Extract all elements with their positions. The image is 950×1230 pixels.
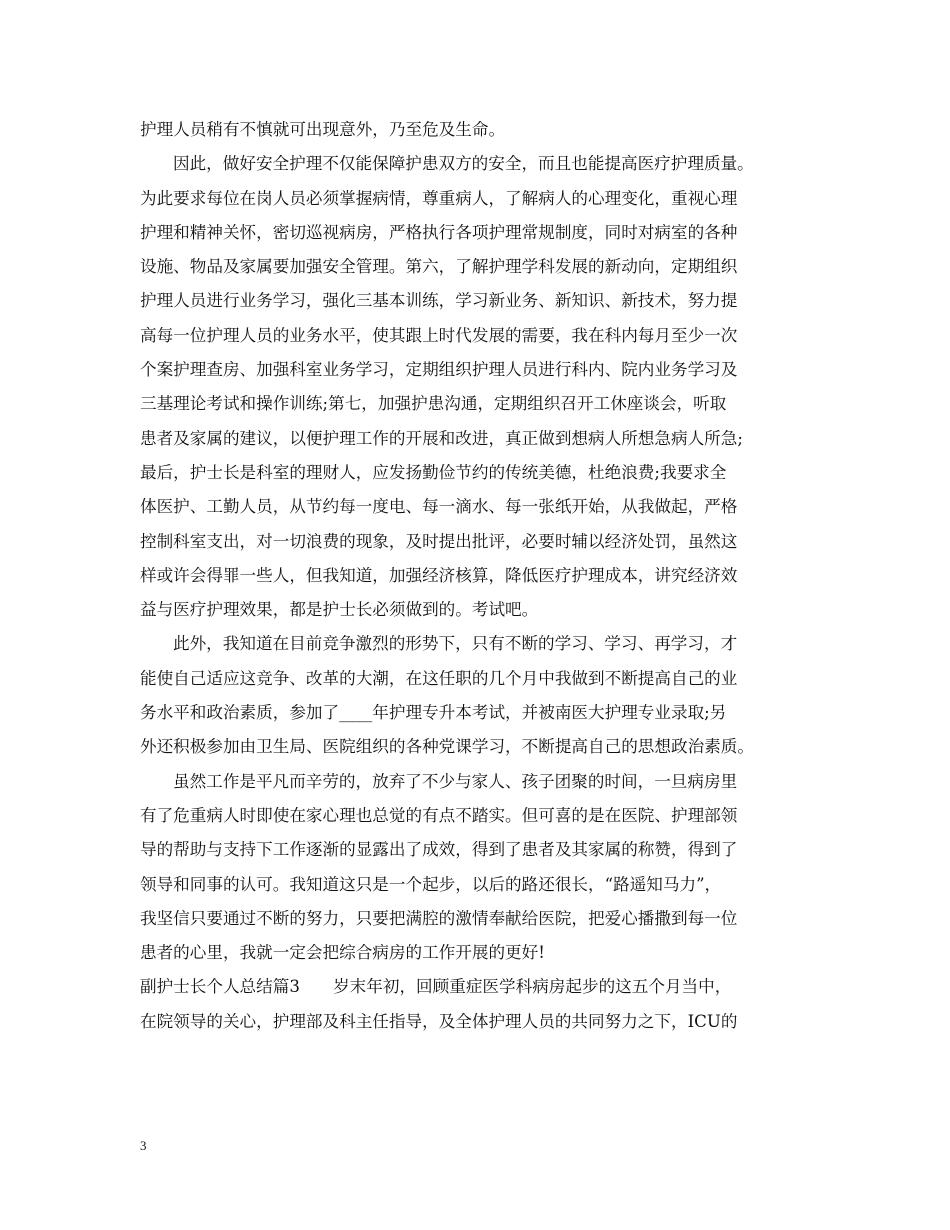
text-line: 体医护、工勤人员，从节约每一度电、每一滴水、每一张纸开始，从我做起，严格	[140, 497, 738, 517]
text-line: 虽然工作是平凡而辛劳的，放弃了不少与家人、孩子团聚的时间，一旦病房里	[173, 771, 738, 791]
text-line: 因此，做好安全护理不仅能保障护患双方的安全，而且也能提高医疗护理质量。	[173, 154, 754, 174]
text-line: 样或许会得罪一些人，但我知道，加强经济核算，降低医疗护理成本，讲究经济效	[140, 565, 738, 585]
text-line: 导的帮助与支持下工作逐渐的显露出了成效，得到了患者及其家属的称赞，得到了	[140, 840, 738, 860]
text-line: 患者及家属的建议，以便护理工作的开展和改进，真正做到想病人所想急病人所急;	[140, 428, 743, 448]
text-line: 务水平和政治素质，参加了____年护理专升本考试，并被南医大护理专业录取;另	[140, 703, 727, 723]
text-line: 个案护理查房、加强科室业务学习，定期组织护理人员进行科内、院内业务学习及	[140, 360, 738, 380]
text-line: 控制科室支出，对一切浪费的现象，及时提出批评，必要时辅以经济处罚，虽然这	[140, 531, 738, 551]
text-line: 外还积极参加由卫生局、医院组织的各种党课学习，不断提高自己的思想政治素质。	[140, 737, 754, 757]
text-line: 有了危重病人时即使在家心理也总觉的有点不踏实。但可喜的是在医院、护理部领	[140, 805, 738, 825]
text-line: 领导和同事的认可。我知道这只是一个起步，以后的路还很长，“路遥知马力”，	[140, 874, 722, 894]
text-line: 患者的心里，我就一定会把综合病房的工作开展的更好!	[140, 943, 545, 963]
text-line: 此外，我知道在目前竞争激烈的形势下，只有不断的学习、学习、再学习，才	[173, 634, 738, 654]
body-text	[140, 113, 840, 1039]
text-line: 护理人员稍有不慎就可出现意外，乃至危及生命。	[140, 120, 506, 139]
text-line: 在院领导的关心，护理部及科主任指导，及全体护理人员的共同努力之下，ICU的	[140, 1011, 738, 1031]
text-line: 我坚信只要通过不断的努力，只要把满腔的激情奉献给医院，把爱心播撒到每一位	[140, 908, 738, 928]
text-line: 设施、物品及家属要加强安全管理。第六，了解护理学科发展的新动向，定期组织	[140, 257, 738, 277]
text-line: 护理人员进行业务学习，强化三基本训练，学习新业务、新知识、新技术，努力提	[140, 291, 738, 311]
text-line: 副护士长个人总结篇3 岁末年初，回顾重症医学科病房起步的这五个月当中，	[140, 977, 732, 997]
text-line: 三基理论考试和操作训练;第七，加强护患沟通，定期组织召开工休座谈会，听取	[140, 394, 727, 414]
text-line: 能使自己适应这竞争、改革的大潮，在这任职的几个月中我做到不断提高自己的业	[140, 668, 738, 688]
text-line: 为此要求每位在岗人员必须掌握病情，尊重病人，了解病人的心理变化，重视心理	[140, 188, 738, 208]
text-line: 高每一位护理人员的业务水平，使其跟上时代发展的需要，我在科内每月至少一次	[140, 325, 738, 345]
text-line: 益与医疗护理效果，都是护士长必须做到的。考试吧。	[140, 600, 539, 620]
text-line: 最后，护士长是科室的理财人，应发扬勤俭节约的传统美德，杜绝浪费;我要求全	[140, 462, 727, 482]
page-number: 3	[140, 1138, 147, 1153]
text-line: 护理和精神关怀，密切巡视病房，严格执行各项护理常规制度，同时对病室的各种	[140, 222, 738, 242]
